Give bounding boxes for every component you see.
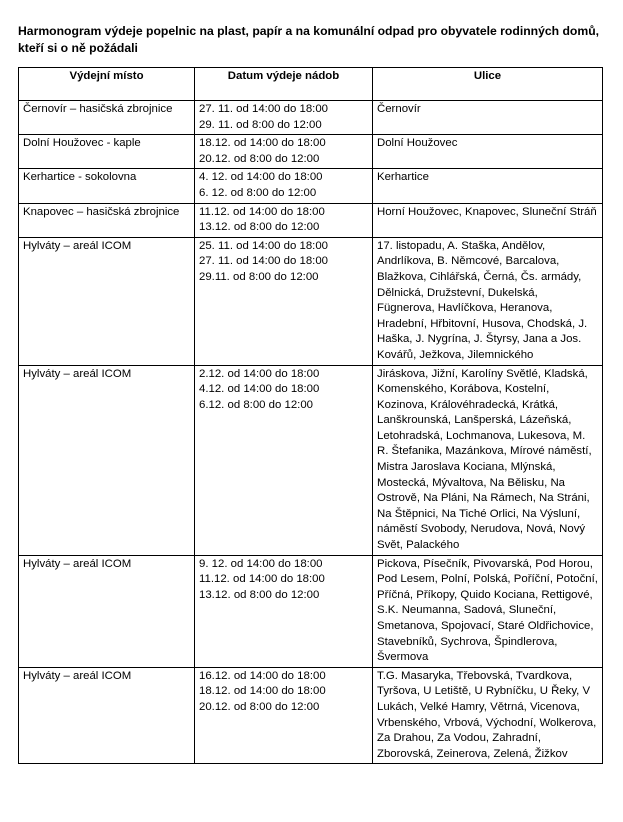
cell-streets: 17. listopadu, A. Staška, Andělov, Andrlíkova, B. Němcové, Barcalova, Blažkova, Cihlářská, Černá, Čs. armády, Dělnická, Družstevní, Dukelská, Fügnerova, Havlíčkova, Heranova, Hradební, Hřbitovní, Husova, Chodská, J. Haška, J. Nygrína, J. Štyrsy, Jana a Jos. Kovářů, Ježkova, Jilemnického: [373, 237, 603, 365]
date-line: 11.12. od 14:00 do 18:00: [199, 205, 325, 218]
page-title: Harmonogram výdeje popelnic na plast, papír a na komunální odpad pro obyvatele rodinných domů, kteří si o ně požádali: [18, 24, 600, 55]
cell-place: Dolní Houžovec - kaple: [19, 135, 195, 169]
date-line: 2.12. od 14:00 do 18:00: [199, 367, 320, 380]
date-line: 29. 11. od 8:00 do 12:00: [199, 118, 322, 131]
cell-place: Černovír – hasičská zbrojnice: [19, 101, 195, 135]
table-row: [19, 555, 603, 667]
table-row: [19, 101, 603, 135]
cell-streets: Dolní Houžovec: [373, 135, 603, 169]
header-place: Výdejní místo: [19, 68, 195, 101]
date-line: 18.12. od 14:00 do 18:00: [199, 137, 326, 150]
date-line: 13.12. od 8:00 do 12:00: [199, 588, 320, 601]
date-line: 29.11. od 8:00 do 12:00: [199, 270, 319, 283]
date-line: 6.12. od 8:00 do 12:00: [199, 398, 314, 411]
date-line: 6. 12. od 8:00 do 12:00: [199, 186, 317, 199]
cell-place: Hylváty – areál ICOM: [19, 365, 195, 555]
header-date: Datum výdeje nádob: [195, 68, 373, 101]
cell-place: Knapovec – hasičská zbrojnice: [19, 203, 195, 237]
date-line: 4. 12. od 14:00 do 18:00: [199, 171, 323, 184]
date-line: 13.12. od 8:00 do 12:00: [199, 221, 320, 234]
table-row: [19, 135, 603, 169]
date-line: 27. 11. od 14:00 do 18:00: [199, 103, 328, 115]
cell-place: Hylváty – areál ICOM: [19, 667, 195, 764]
date-line: 9. 12. od 14:00 do 18:00: [199, 557, 323, 570]
cell-dates: [195, 365, 373, 555]
date-line: 20.12. od 8:00 do 12:00: [199, 700, 320, 713]
cell-dates: [195, 135, 373, 169]
date-line: 25. 11. od 14:00 do 18:00: [199, 239, 328, 252]
table-row: [19, 365, 603, 555]
cell-place: Kerhartice - sokolovna: [19, 169, 195, 203]
schedule-table: [18, 67, 603, 764]
cell-streets: T.G. Masaryka, Třebovská, Tvardkova, Tyršova, U Letiště, U Rybníčku, U Řeky, V Lukách, Velké Hamry, Větrná, Vicenova, Vrbenského, Vrbová, Východní, Wolkerova, Za Drahou, Za Vodou, Zahradní, Zborovská, Zeinerova, Zelená, Žižkov: [373, 667, 603, 764]
table-header-row: [19, 68, 603, 101]
cell-streets: Horní Houžovec, Knapovec, Sluneční Stráň: [373, 203, 603, 237]
table-row: [19, 237, 603, 365]
date-line: 4.12. od 14:00 do 18:00: [199, 383, 320, 396]
cell-dates: [195, 667, 373, 764]
table-row: [19, 667, 603, 764]
schedule-body: [19, 101, 603, 764]
cell-streets: Černovír: [373, 101, 603, 135]
date-line: 11.12. od 14:00 do 18:00: [199, 573, 325, 586]
cell-dates: [195, 101, 373, 135]
table-row: [19, 169, 603, 203]
date-line: 20.12. od 8:00 do 12:00: [199, 152, 320, 165]
cell-dates: [195, 169, 373, 203]
table-row: [19, 203, 603, 237]
cell-place: Hylváty – areál ICOM: [19, 555, 195, 667]
cell-streets: Kerhartice: [373, 169, 603, 203]
header-street: Ulice: [373, 68, 603, 101]
cell-streets: Jiráskova, Jižní, Karolíny Světlé, Kladská, Komenského, Korábova, Kostelní, Kozinova, Královéhradecká, Krátká, Lanškrounská, Lanšperská, Lázeňská, Letohradská, Lochmanova, Lukesova, M. R. Štefanika, Mazánkova, Mírové náměstí, Mistra Jaroslava Kociana, Mlýnská, Mostecká, Mývaltova, Na Bělisku, Na Ostrově, Na Pláni, Na Rámech, Na Stráni, Na Štěpnici, Na Tiché Orlici, Na Výsluní, náměstí Svobody, Nerudova, Nová, Nový Svět, Palackého: [373, 365, 603, 555]
cell-dates: [195, 237, 373, 365]
date-line: 27. 11. od 14:00 do 18:00: [199, 255, 328, 268]
cell-streets: Pickova, Písečník, Pivovarská, Pod Horou, Pod Lesem, Polní, Polská, Poříční, Potoční, Příčná, Příkopy, Quido Kociana, Rettigové, S.K. Neumanna, Sadová, Sluneční, Smetanova, Spojovací, Staré Oldřichovice, Stavebníků, Sychrova, Špindlerova, Švermova: [373, 555, 603, 667]
cell-dates: [195, 555, 373, 667]
cell-dates: [195, 203, 373, 237]
cell-place: Hylváty – areál ICOM: [19, 237, 195, 365]
date-line: 18.12. od 14:00 do 18:00: [199, 685, 326, 698]
date-line: 16.12. od 14:00 do 18:00: [199, 669, 326, 682]
